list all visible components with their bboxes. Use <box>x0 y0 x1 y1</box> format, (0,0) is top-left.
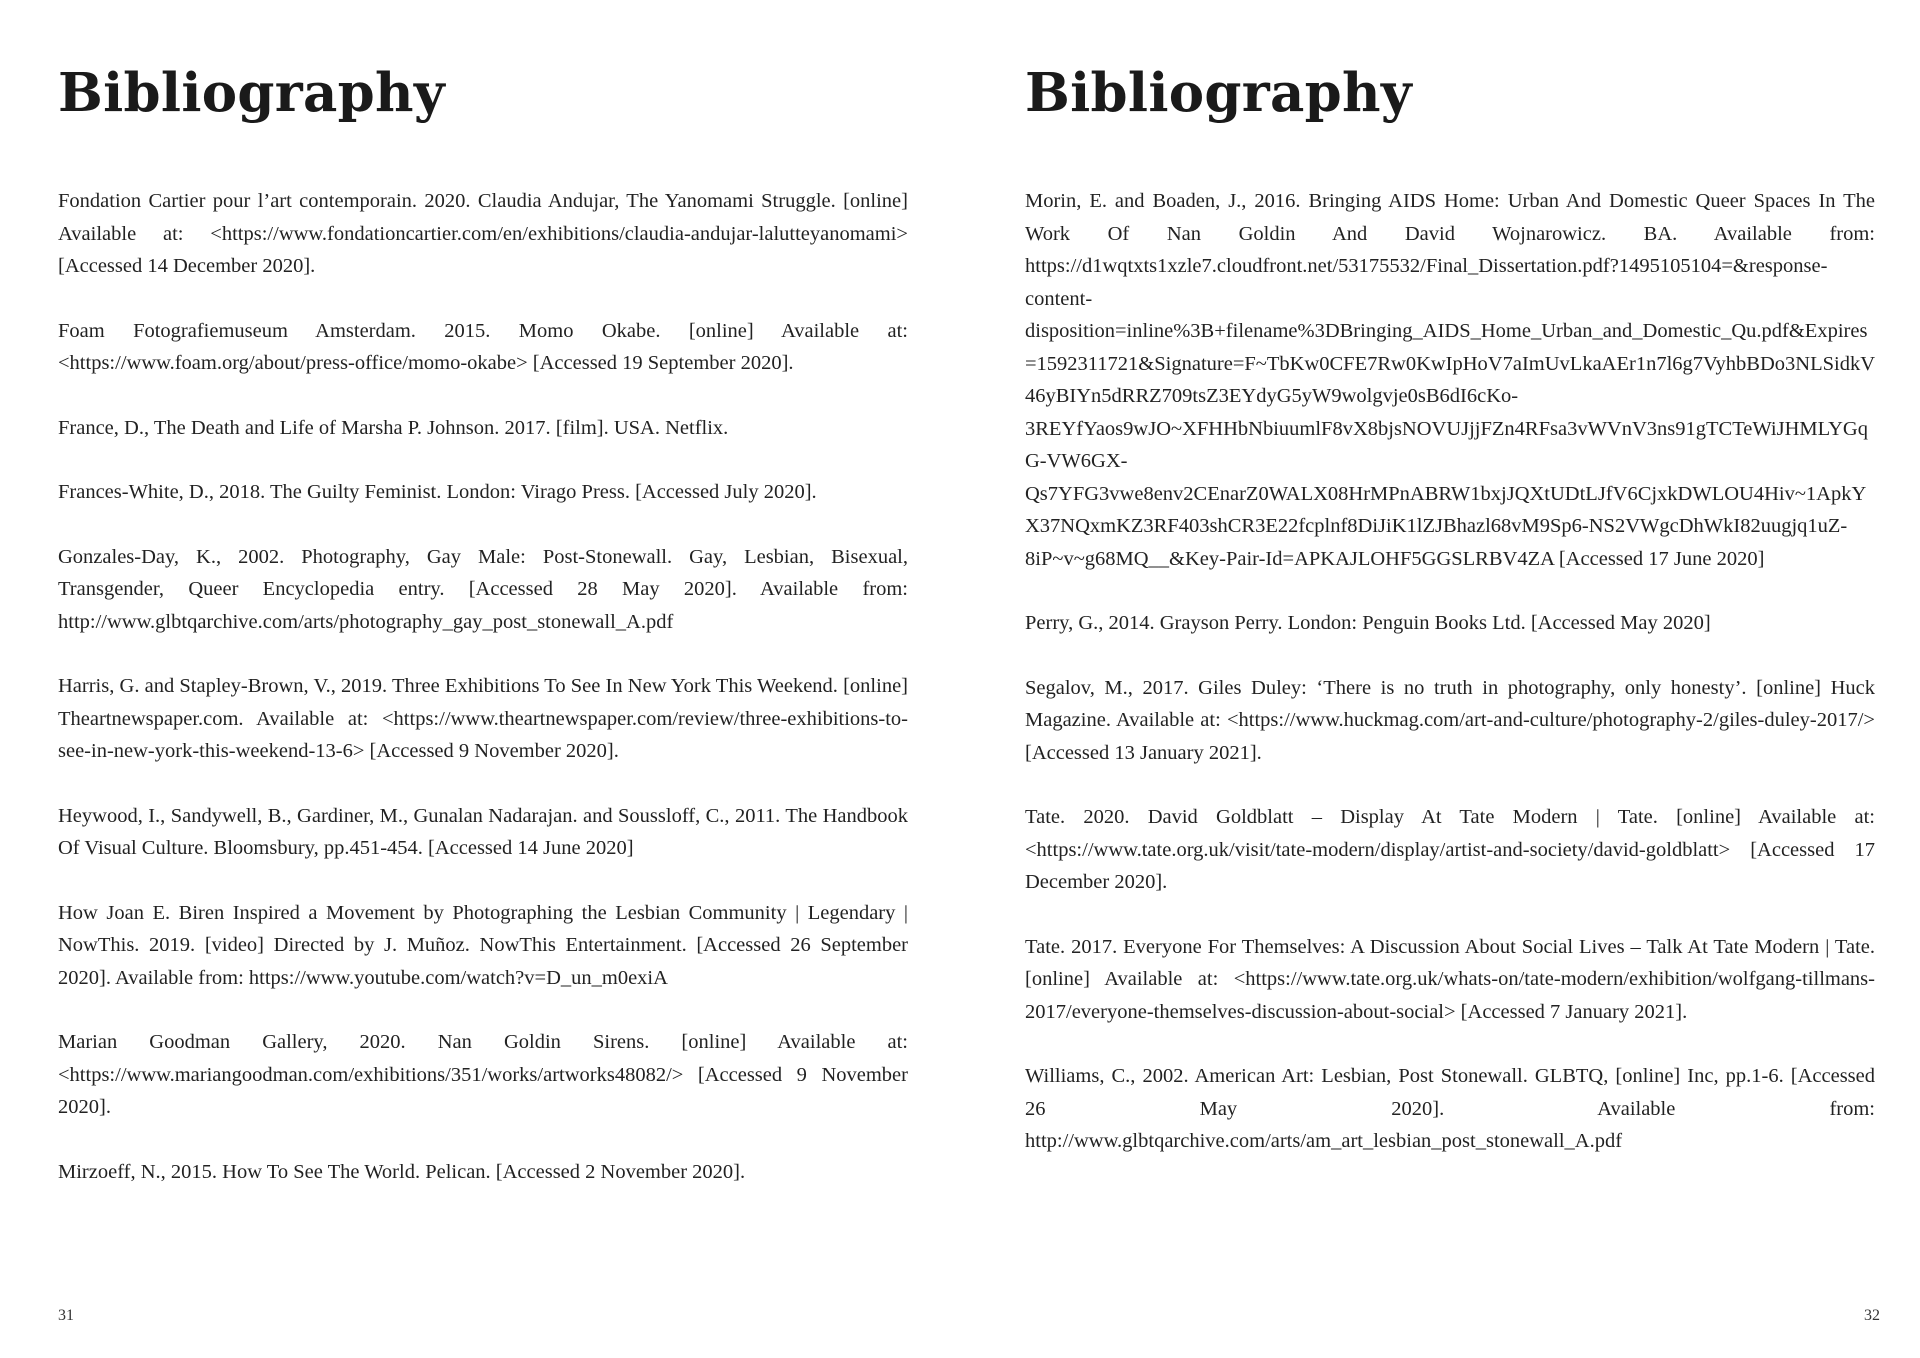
bibliography-entry: Morin, E. and Boaden, J., 2016. Bringing AIDS Home: Urban And Domestic Queer Spaces In The Work Of Nan Goldin And David Wojnarowicz. BA. Available from: https://d1wqtxts1xzle7.cloudfront.net/53175532/Final_Dissertation.pdf?1495105104=&response-content-disposition=inline%3B+filename%3DBringing_AIDS_Home_Urban_and_Domestic_Qu.pdf&Expires=1592311721&Signature=F~TbKw0CFE7Rw0KwIpHoV7aImUvLkaAEr1n7l6g7VyhbBDo3NLSidkV46yBIYn5dRRZ709tsZ3EYdyG5yW9wolgvje0sB6dI6cKo-3REYfYaos9wJO~XFHHbNbiuumlF8vX8bjsNOVUJjjFZn4RFsa3vWVnV3ns91gTCTeWiJHMLYGqG-VW6GX-Qs7YFG3vwe8env2CEnarZ0WALX08HrMPnABRW1bxjJQXtUDtLJfV6CjxkDWLOU4Hiv~1ApkYX37NQxmKZ3RF403shCR3E22fcplnf8DiJiK1lZJBhazl68vM9Sp6-NS2VWgcDhWkI82uugjq1uZ-8iP~v~g68MQ__&Key-Pair-Id=APKAJLOHF5GGSLRBV4ZA [Accessed 17 June 2020] <box>1025 190 1875 570</box>
page-title: Bibliography <box>58 62 445 124</box>
page-title: Bibliography <box>1025 62 1412 124</box>
bibliography-entry: France, D., The Death and Life of Marsha P. Johnson. 2017. [film]. USA. Netflix. <box>58 416 729 439</box>
bibliography-entry: Heywood, I., Sandywell, B., Gardiner, M., Gunalan Nadarajan. and Soussloff, C., 2011. The Handbook Of Visual Culture. Bloomsbury, pp.451-454. [Accessed 14 June 2020] <box>58 804 908 859</box>
bibliography-entry: Harris, G. and Stapley-Brown, V., 2019. Three Exhibitions To See In New York This Weekend. [online] Theartnewspaper.com. Available at: <https://www.theartnewspaper.com/review/three-exhibitions-to-see-in-new-york-this-weekend-13-6> [Accessed 9 November 2020]. <box>58 675 908 762</box>
bibliography-entry: Frances-White, D., 2018. The Guilty Feminist. London: Virago Press. [Accessed July 2020]. <box>58 481 817 503</box>
bibliography-entry: How Joan E. Biren Inspired a Movement by Photographing the Lesbian Community | Legendary | NowThis. 2019. [video] Directed by J. Muñoz. NowThis Entertainment. [Accessed 26 September 2020]. Available from: https://www.youtube.com/watch?v=D_un_m0exiA <box>58 901 908 989</box>
bibliography-entry: Perry, G., 2014. Grayson Perry. London: Penguin Books Ltd. [Accessed May 2020] <box>1025 612 1711 634</box>
bibliography-entry: Foam Fotografiemuseum Amsterdam. 2015. Momo Okabe. [online] Available at: <https://www.foam.org/about/press-office/momo-okabe> [Accessed 19 September 2020]. <box>58 319 908 374</box>
page-number: 31 <box>58 1307 74 1324</box>
bibliography-entry: Williams, C., 2002. American Art: Lesbian, Post Stonewall. GLBTQ, [online] Inc, pp.1-6. [Accessed 26 May 2020]. Available from: http://www.glbtqarchive.com/arts/am_art_lesbian_post_stonewall_A.pdf <box>1025 1065 1875 1152</box>
bibliography-entry: Tate. 2020. David Goldblatt – Display At Tate Modern | Tate. [online] Available at: <https://www.tate.org.uk/visit/tate-modern/display/artist-and-society/david-goldblatt> [Accessed 17 December 2020]. <box>1025 806 1875 893</box>
bibliography-entry: Marian Goodman Gallery, 2020. Nan Goldin Sirens. [online] Available at: <https://www.mariangoodman.com/exhibitions/351/works/artworks48082/> [Accessed 9 November 2020]. <box>58 1031 908 1118</box>
bibliography-list <box>58 185 908 1220</box>
page-number: 32 <box>1864 1307 1880 1324</box>
bibliography-entry: Tate. 2017. Everyone For Themselves: A Discussion About Social Lives – Talk At Tate Modern | Tate. [online] Available at: <https://www.tate.org.uk/whats-on/tate-modern/exhibition/wolfgang-tillmans-2017/everyone-themselves-discussion-about-social> [Accessed 7 January 2021]. <box>1025 935 1875 1023</box>
bibliography-list <box>1025 185 1875 1190</box>
left-page <box>58 0 908 1358</box>
bibliography-entry: Segalov, M., 2017. Giles Duley: ‘There is no truth in photography, only honesty’. [online] Huck Magazine. Available at: <https://www.huckmag.com/art-and-culture/photography-2/giles-duley-2017/> [Accessed 13 January 2021]. <box>1025 676 1875 764</box>
bibliography-entry: Mirzoeff, N., 2015. How To See The World. Pelican. [Accessed 2 November 2020]. <box>58 1160 746 1183</box>
bibliography-entry: Fondation Cartier pour l’art contemporain. 2020. Claudia Andujar, The Yanomami Struggle. [online] Available at: <https://www.fondationcartier.com/en/exhibitions/claudia-andujar-lalutteyanomami> [Accessed 14 December 2020]. <box>58 190 908 277</box>
bibliography-entry: Gonzales-Day, K., 2002. Photography, Gay Male: Post-Stonewall. Gay, Lesbian, Bisexual, Transgender, Queer Encyclopedia entry. [Accessed 28 May 2020]. Available from: http://www.glbtqarchive.com/arts/photography_gay_post_stonewall_A.pdf <box>58 545 908 633</box>
right-page <box>1025 0 1880 1358</box>
